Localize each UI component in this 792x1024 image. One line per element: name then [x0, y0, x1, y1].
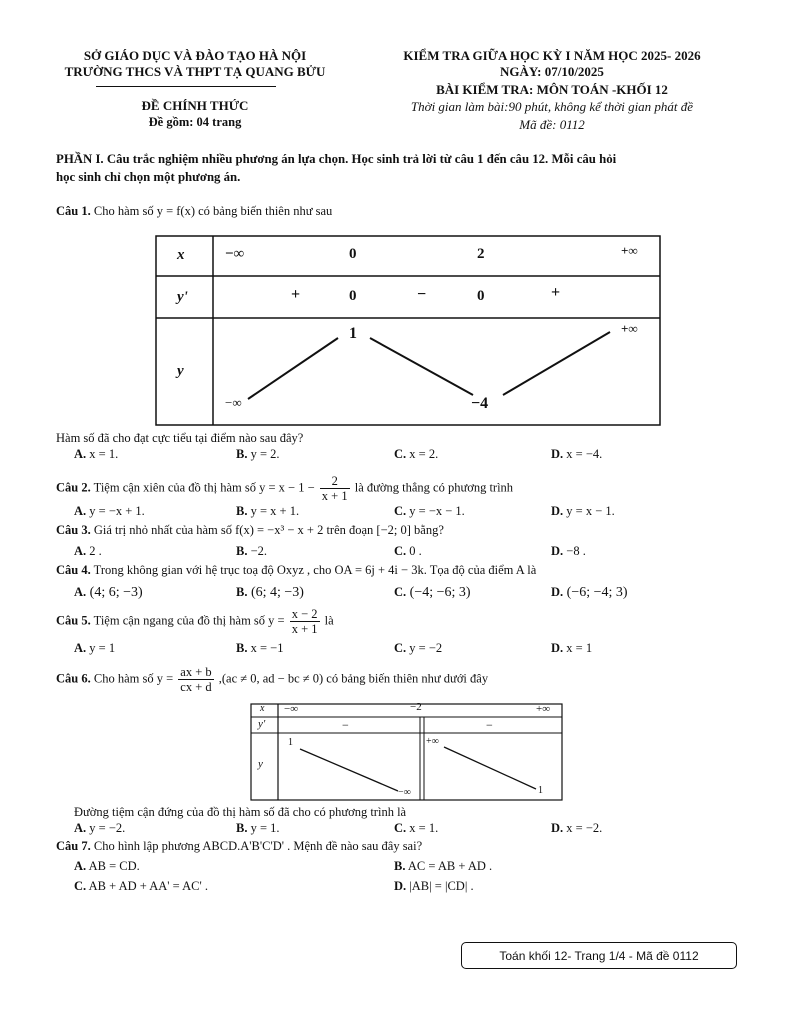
q1-sign-1: + — [291, 286, 301, 303]
q2-fraction: $\frac{2}{x + 1}$ — [321, 474, 348, 503]
q5-text-before: Tiệm cận ngang của đồ thị hàm số y = — [93, 613, 285, 628]
part1-title-line1: PHẦN I. Câu trắc nghiệm nhiều phương án lựa chọn. Học sinh trả lời từ câu 1 đến câu 12. Mỗi câu hỏi — [56, 152, 617, 166]
q1-y-neg-inf: −∞ — [225, 395, 242, 410]
q1-x-pos-inf: +∞ — [621, 243, 638, 258]
q5-text-after: là — [324, 613, 334, 628]
q1-sign-5: + — [551, 284, 561, 301]
q6-row-x: x — [260, 703, 265, 714]
q6-sign-2: − — [486, 718, 493, 732]
q4-label: Câu 4. — [56, 563, 91, 577]
q1-variation-table — [155, 235, 661, 426]
q6-text-before: Cho hàm số y = — [93, 671, 174, 686]
q1-label: Câu 1. — [56, 204, 91, 218]
q3-stem — [56, 523, 444, 538]
q3-text: Giá trị nhỏ nhất của hàm số f(x) = −x³ − x + 2 trên đoạn [−2; 0] bằng? — [93, 523, 444, 537]
page-footer: Toán khối 12- Trang 1/4 - Mã đề 0112 — [461, 942, 737, 969]
q6-option-a[interactable]: A. y = −2. — [74, 821, 126, 835]
q6-arrow-down-2 — [444, 747, 536, 789]
q7-option-d[interactable]: D. |AB| = |CD| . — [394, 879, 474, 893]
q3-option-d[interactable]: D. −8 . — [551, 544, 586, 558]
q6-y-right-start: +∞ — [426, 736, 439, 747]
header-rule — [96, 86, 276, 87]
part1-title-line2: học sinh chỉ chọn một phương án. — [56, 170, 241, 184]
q1-stem — [56, 204, 332, 219]
q1-row-yprime: y' — [177, 289, 188, 305]
q6-row-y: y — [258, 758, 263, 770]
q7-option-b[interactable]: B. AC = AB + AD . — [394, 859, 493, 873]
q6-y-left-start: 1 — [288, 737, 293, 748]
q5-fraction: $\frac{x - 2}{x + 1}$ — [291, 607, 318, 636]
q6-label: Câu 6. — [56, 671, 91, 686]
q1-option-a[interactable]: A. x = 1. — [74, 447, 119, 461]
exam-title: KIỂM TRA GIỮA HỌC KỲ I NĂM HỌC 2025- 2026 — [403, 48, 701, 63]
q4-option-b[interactable]: B. (6; 4; −3) — [236, 585, 304, 600]
q1-arrow-up-2 — [503, 332, 610, 395]
exam-duration: Thời gian làm bài:90 phút, không kể thời gian phát đề — [410, 99, 694, 114]
q1-arrow-down — [370, 338, 473, 395]
q6-y-left-end: −∞ — [398, 787, 411, 798]
q4-stem — [56, 563, 536, 578]
q7-option-a[interactable]: A. AB = CD. — [74, 859, 140, 873]
header-pages: Đề gồm: 04 trang — [148, 115, 242, 129]
q1-y-min: −4 — [471, 395, 489, 412]
q7-stem — [56, 839, 422, 854]
q6-y-right-end: 1 — [538, 785, 543, 796]
q1-option-d[interactable]: D. x = −4. — [551, 447, 603, 461]
q1-option-c[interactable]: C. x = 2. — [394, 447, 439, 461]
q1-y-pos-inf: +∞ — [621, 321, 638, 336]
q1-x-zero: 0 — [349, 246, 357, 262]
q6-text-after: ,(ac ≠ 0, ad − bc ≠ 0) có bảng biến thiên như dưới đây — [218, 671, 489, 686]
q5-option-c[interactable]: C. y = −2 — [394, 641, 443, 655]
q4-option-c[interactable]: C. (−4; −6; 3) — [394, 585, 471, 600]
q6-arrow-down-1 — [300, 749, 398, 791]
q3-label: Câu 3. — [56, 523, 91, 537]
q2-stem — [56, 474, 513, 503]
q1-sign-4: 0 — [477, 288, 485, 304]
q6-fraction: $\frac{ax + b}{cx + d}$ — [180, 665, 212, 694]
q5-option-a[interactable]: A. y = 1 — [74, 641, 116, 655]
q1-x-two: 2 — [477, 246, 485, 262]
q2-text-after: là đường thẳng có phương trình — [354, 480, 514, 495]
header-official: ĐỀ CHÍNH THỨC — [141, 98, 249, 113]
q6-variation-table — [250, 703, 563, 801]
q1-row-y: y — [177, 363, 184, 379]
q7-option-c[interactable]: C. AB + AD + AA' = AC' . — [74, 879, 209, 893]
q1-option-b[interactable]: B. y = 2. — [236, 447, 280, 461]
q1-row-x: x — [177, 247, 185, 263]
q3-option-a[interactable]: A. 2 . — [74, 544, 102, 558]
q4-text: Trong không gian với hệ trục toạ độ Oxyz , cho OA = 6j + 4i − 3k. Tọa độ của điểm A là — [93, 563, 537, 577]
q3-option-b[interactable]: B. −2. — [236, 544, 268, 558]
q5-option-d[interactable]: D. x = 1 — [551, 641, 593, 655]
q2-label: Câu 2. — [56, 480, 91, 495]
q7-text: Cho hình lập phương ABCD.A'B'C'D' . Mệnh đề nào sau đây sai? — [93, 839, 423, 853]
q6-stem — [56, 665, 488, 694]
q2-text-before: Tiệm cận xiên của đồ thị hàm số y = x − 1 − — [93, 480, 315, 495]
q1-sign-2: 0 — [349, 288, 357, 304]
q6-option-d[interactable]: D. x = −2. — [551, 821, 603, 835]
q6-question: Đường tiệm cận đứng của đồ thị hàm số đã cho có phương trình là — [74, 805, 407, 819]
q1-question: Hàm số đã cho đạt cực tiểu tại điểm nào sau đây? — [56, 431, 304, 445]
q4-option-d[interactable]: D. (−6; −4; 3) — [551, 585, 628, 600]
q3-option-c[interactable]: C. 0 . — [394, 544, 422, 558]
exam-subject: BÀI KIỂM TRA: MÔN TOÁN -KHỐI 12 — [436, 82, 668, 97]
q4-option-a[interactable]: A. (4; 6; −3) — [74, 585, 143, 600]
q1-sign-3: − — [417, 286, 427, 303]
q2-option-c[interactable]: C. y = −x − 1. — [394, 504, 465, 518]
q6-option-b[interactable]: B. y = 1. — [236, 821, 280, 835]
q2-option-a[interactable]: A. y = −x + 1. — [74, 504, 145, 518]
q6-row-yprime: y' — [258, 718, 266, 730]
q1-y-max: 1 — [349, 325, 357, 342]
q6-sign-1: − — [342, 718, 349, 732]
q2-option-b[interactable]: B. y = x + 1. — [236, 504, 300, 518]
q5-label: Câu 5. — [56, 613, 91, 628]
q6-option-c[interactable]: C. x = 1. — [394, 821, 439, 835]
q6-x-neg-two: −2 — [410, 701, 422, 713]
q1-x-neg-inf: −∞ — [225, 246, 245, 262]
exam-date: NGÀY: 07/10/2025 — [500, 64, 604, 79]
q5-option-b[interactable]: B. x = −1 — [236, 641, 284, 655]
q1-arrow-up-1 — [248, 338, 338, 399]
q2-option-d[interactable]: D. y = x − 1. — [551, 504, 615, 518]
q6-x-pos-inf: +∞ — [536, 703, 551, 715]
q6-x-neg-inf: −∞ — [284, 703, 299, 715]
q7-label: Câu 7. — [56, 839, 91, 853]
q1-text: Cho hàm số y = f(x) có bảng biến thiên như sau — [93, 204, 333, 218]
q5-stem — [56, 607, 334, 636]
exam-code: Mã đề: 0112 — [519, 117, 585, 132]
header-school: TRƯỜNG THCS VÀ THPT TẠ QUANG BỬU — [64, 64, 326, 79]
header-dept: SỞ GIÁO DỤC VÀ ĐÀO TẠO HÀ NỘI — [83, 48, 307, 63]
